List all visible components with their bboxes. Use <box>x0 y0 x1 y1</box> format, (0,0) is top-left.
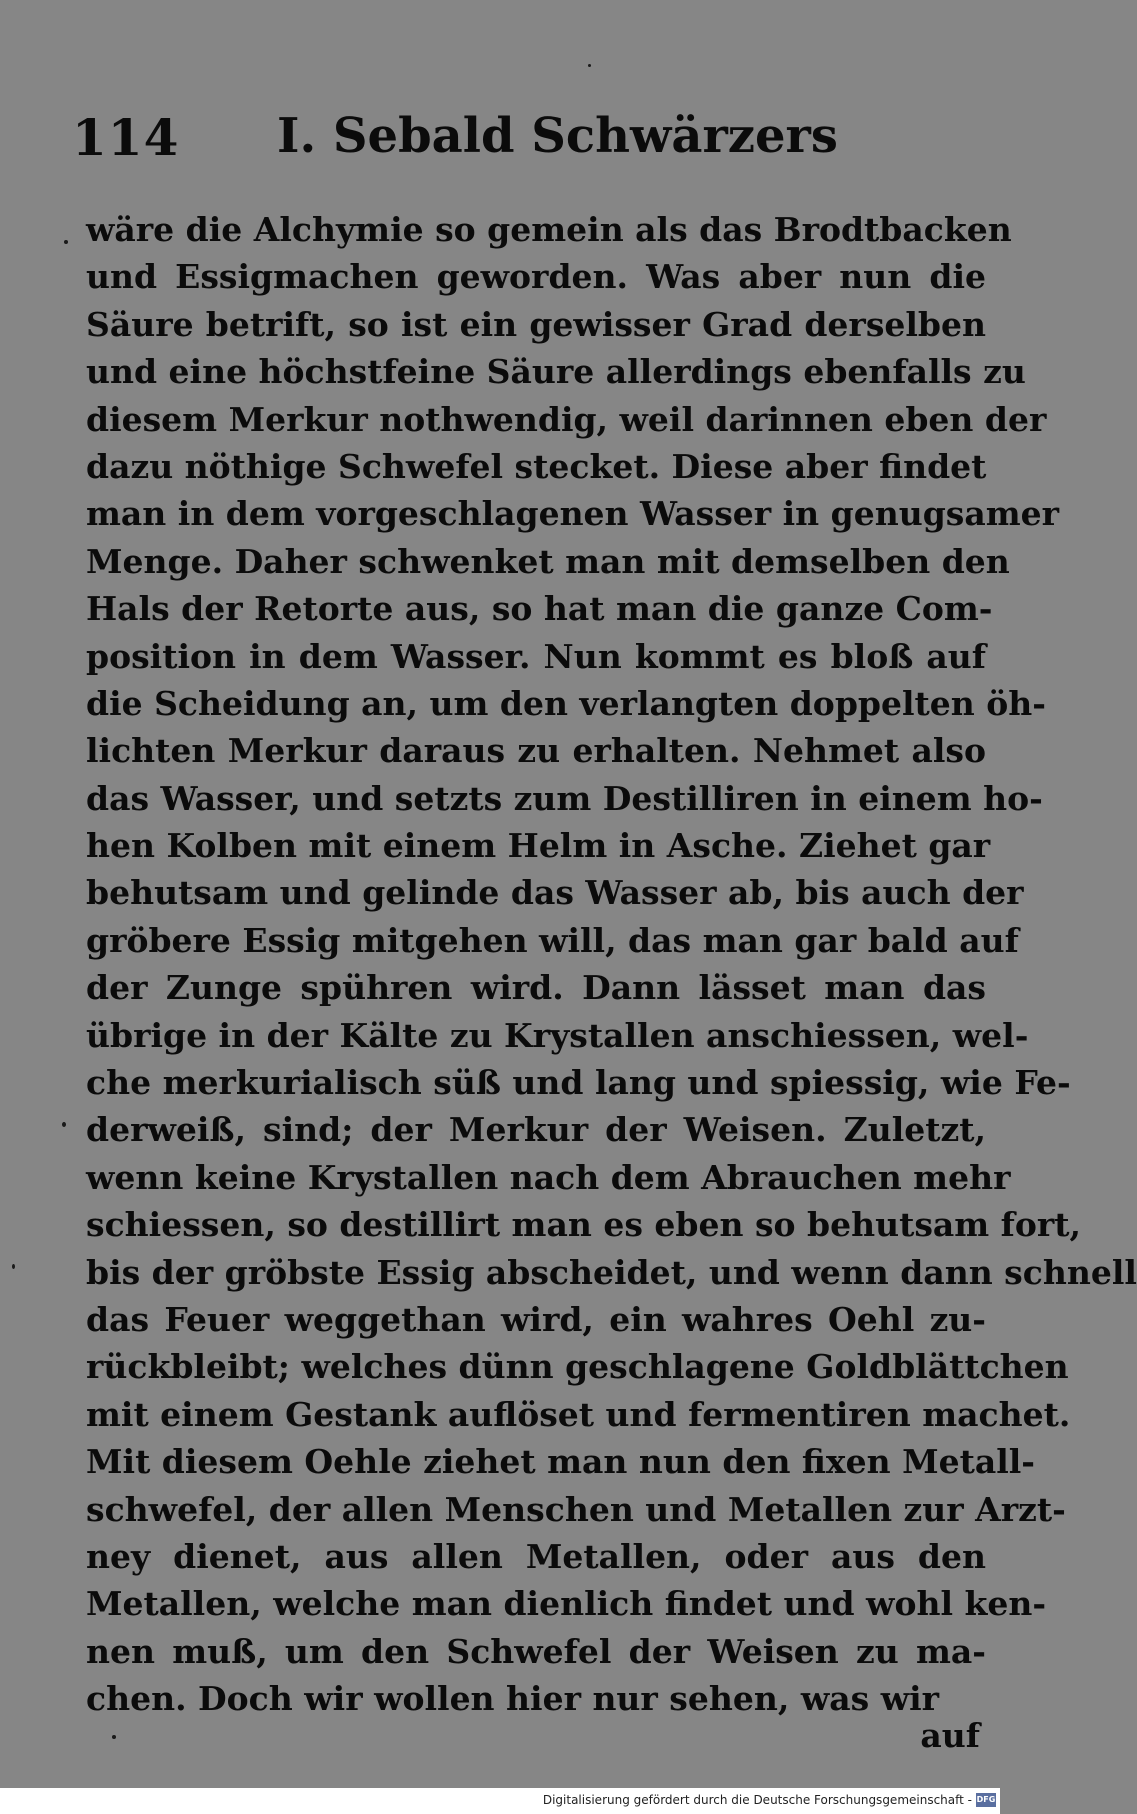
text-line: Mit diesem Oehle ziehet man nun den fixen Metall- <box>86 1442 1035 1482</box>
page-header <box>72 108 838 168</box>
text-line: ney dienet, aus allen Metallen, oder aus den <box>86 1536 986 1576</box>
dfg-logo: DFG <box>976 1793 996 1807</box>
text-line: das Wasser, und setzts zum Destilliren in einem ho- <box>86 778 1043 818</box>
text-line: Säure betrift, so ist ein gewisser Grad derselben <box>86 304 986 344</box>
text-line: behutsam und gelinde das Wasser ab, bis auch der <box>86 873 1024 913</box>
text-line: man in dem vorgeschlagenen Wasser in genugsamer <box>86 494 1060 534</box>
text-line: rückbleibt; welches dünn geschlagene Goldblättchen <box>86 1347 1069 1387</box>
page-number: 114 <box>72 108 180 167</box>
text-line: position in dem Wasser. Nun kommt es bloß auf <box>86 636 986 676</box>
running-head: I. Sebald Schwärzers <box>277 108 838 164</box>
scan-speck <box>64 240 68 244</box>
text-line: Hals der Retorte aus, so hat man die ganze Com- <box>86 589 993 629</box>
text-line: derweiß, sind; der Merkur der Weisen. Zuletzt, <box>86 1110 986 1150</box>
footer-credit: Digitalisierung gefördert durch die Deutsche Forschungsgemeinschaft - <box>542 1793 972 1807</box>
text-line: schwefel, der allen Menschen und Metallen zur Arzt- <box>86 1489 1066 1529</box>
scan-speck <box>12 1264 15 1269</box>
text-line: übrige in der Kälte zu Krystallen anschiessen, wel- <box>86 1015 1029 1055</box>
text-line: Menge. Daher schwenket man mit demselben den <box>86 541 1010 581</box>
text-line: die Scheidung an, um den verlangten doppelten öh- <box>86 683 1046 723</box>
text-line: das Feuer weggethan wird, ein wahres Oehl zu- <box>86 1299 986 1339</box>
text-line: wäre die Alchymie so gemein als das Brodtbacken <box>86 210 1012 249</box>
footer-bar <box>0 1788 1000 1814</box>
body-text <box>86 206 1137 1723</box>
text-line: der Zunge spühren wird. Dann lässet man das <box>86 968 986 1008</box>
text-line: diesem Merkur nothwendig, weil darinnen eben der <box>86 399 1047 439</box>
text-line: nen muß, um den Schwefel der Weisen zu ma- <box>86 1631 986 1671</box>
text-line: chen. Doch wir wollen hier nur sehen, was wir <box>86 1679 940 1719</box>
text-line: schiessen, so destillirt man es eben so behutsam fort, <box>86 1205 1082 1245</box>
text-line: Metallen, welche man dienlich findet und wohl ken- <box>86 1584 1047 1624</box>
text-line: dazu nöthige Schwefel stecket. Diese aber findet <box>86 446 987 486</box>
text-line: und eine höchstfeine Säure allerdings ebenfalls zu <box>86 352 1026 392</box>
scan-speck <box>588 64 591 67</box>
text-line: gröbere Essig mitgehen will, das man gar bald auf <box>86 920 1019 960</box>
text-line: bis der gröbste Essig abscheidet, und wenn dann schnell <box>86 1252 1137 1292</box>
text-line: mit einem Gestank auflöset und fermentiren machet. <box>86 1394 1071 1434</box>
text-line: und Essigmachen geworden. Was aber nun die <box>86 257 986 297</box>
scan-speck <box>62 1122 66 1127</box>
text-line: che merkurialisch süß und lang und spiessig, wie Fe- <box>86 1063 1071 1103</box>
text-line: hen Kolben mit einem Helm in Asche. Ziehet gar <box>86 826 991 866</box>
scan-speck <box>112 1735 116 1739</box>
text-line: lichten Merkur daraus zu erhalten. Nehmet also <box>86 731 986 771</box>
catchword: auf <box>920 1716 980 1755</box>
text-line: wenn keine Krystallen nach dem Abrauchen mehr <box>86 1157 1011 1197</box>
